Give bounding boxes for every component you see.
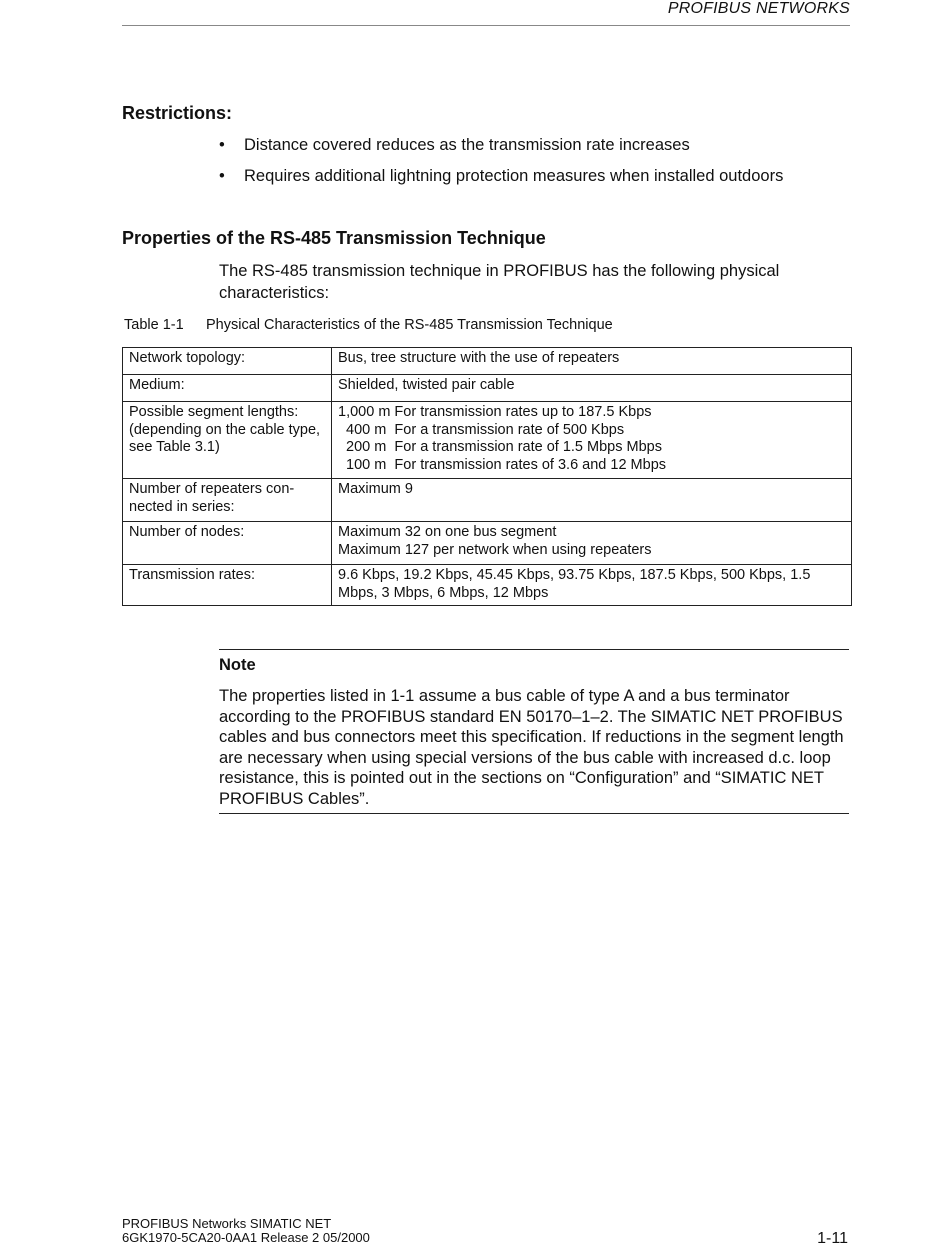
table-cell-value: Bus, tree structure with the use of repeaters [332,348,852,375]
footer-line: 6GK1970-5CA20-0AA1 Release 2 05/2000 [122,1230,370,1245]
nodes-line: Maximum 32 on one bus segment [338,524,557,540]
table-cell-label: Possible segment lengths: (depending on the cable type, see Table 3.1) [123,402,332,479]
table-cell-label: Transmission rates: [123,565,332,606]
page-number: 1-11 [817,1230,848,1247]
characteristics-table [122,347,852,606]
restrictions-heading: Restrictions: [122,103,233,123]
table-cell-label: Number of repeaters con- nected in series: [123,479,332,522]
table-cell-value: Shielded, twisted pair cable [332,375,852,402]
segment-length-line: 200 m For a transmission rate of 1.5 Mbps Mbps [338,439,662,455]
list-item [219,135,849,166]
segment-length-line: 100 m For transmission rates of 3.6 and 12 Mbps [338,456,667,473]
list-item-text: Requires additional lightning protection measures when installed outdoors [244,167,784,185]
table-cell-value: 9.6 Kbps, 19.2 Kbps, 45.45 Kbps, 93.75 Kbps, 187.5 Kbps, 500 Kbps, 1.5 Mbps, 3 Mbps, 6 Mbps, 12 Mbps [332,565,852,606]
footer-line: PROFIBUS Networks SIMATIC NET [122,1216,332,1231]
list-item [219,166,849,197]
table-cell-value [332,402,852,479]
note-top-rule [219,649,849,650]
table-row [123,522,852,565]
table-row [123,479,852,522]
note-title: Note [219,656,256,674]
table-caption-number: Table 1-1 [124,317,184,333]
table-row [123,565,852,606]
table-cell-label: Number of nodes: [123,522,332,565]
table-cell-value: Maximum 9 [332,479,852,522]
table-row [123,348,852,375]
table-caption [124,317,613,333]
properties-heading: Properties of the RS-485 Transmission Technique [122,228,546,248]
note-bottom-rule [219,813,849,814]
running-header-title: PROFIBUS NETWORKS [667,0,850,17]
bullet-icon: • [219,136,225,154]
restrictions-list [219,135,849,197]
header-rule [122,25,850,26]
nodes-line: Maximum 127 per network when using repeaters [338,541,652,558]
properties-intro: The RS-485 transmission technique in PROFIBUS has the following physical characteristics: [219,262,780,302]
segment-length-line: 400 m For a transmission rate of 500 Kbps [338,421,625,438]
segment-length-line: 1,000 m For transmission rates up to 187.5 Kbps [338,404,652,420]
table-cell-value [332,522,852,565]
footer-publication [122,1217,370,1245]
table-row [123,402,852,479]
bullet-icon: • [219,167,225,185]
list-item-text: Distance covered reduces as the transmission rate increases [244,136,690,154]
table-cell-label: Medium: [123,375,332,402]
table-row [123,375,852,402]
note-body: The properties listed in 1-1 assume a bus cable of type A and a bus terminator according to the PROFIBUS standard EN 50170–1–2. The SIMATIC NET PROFIBUS cables and bus connectors meet this specification. If reductions in the segment length are necessary when using special versions of the bus cable with increased d.c. loop resistance, this is pointed out in the sections on “Configuration” and “SIMATIC NET PROFIBUS Cables”. [219,687,844,808]
table-caption-text: Physical Characteristics of the RS-485 Transmission Technique [206,317,613,333]
table-cell-label: Network topology: [123,348,332,375]
